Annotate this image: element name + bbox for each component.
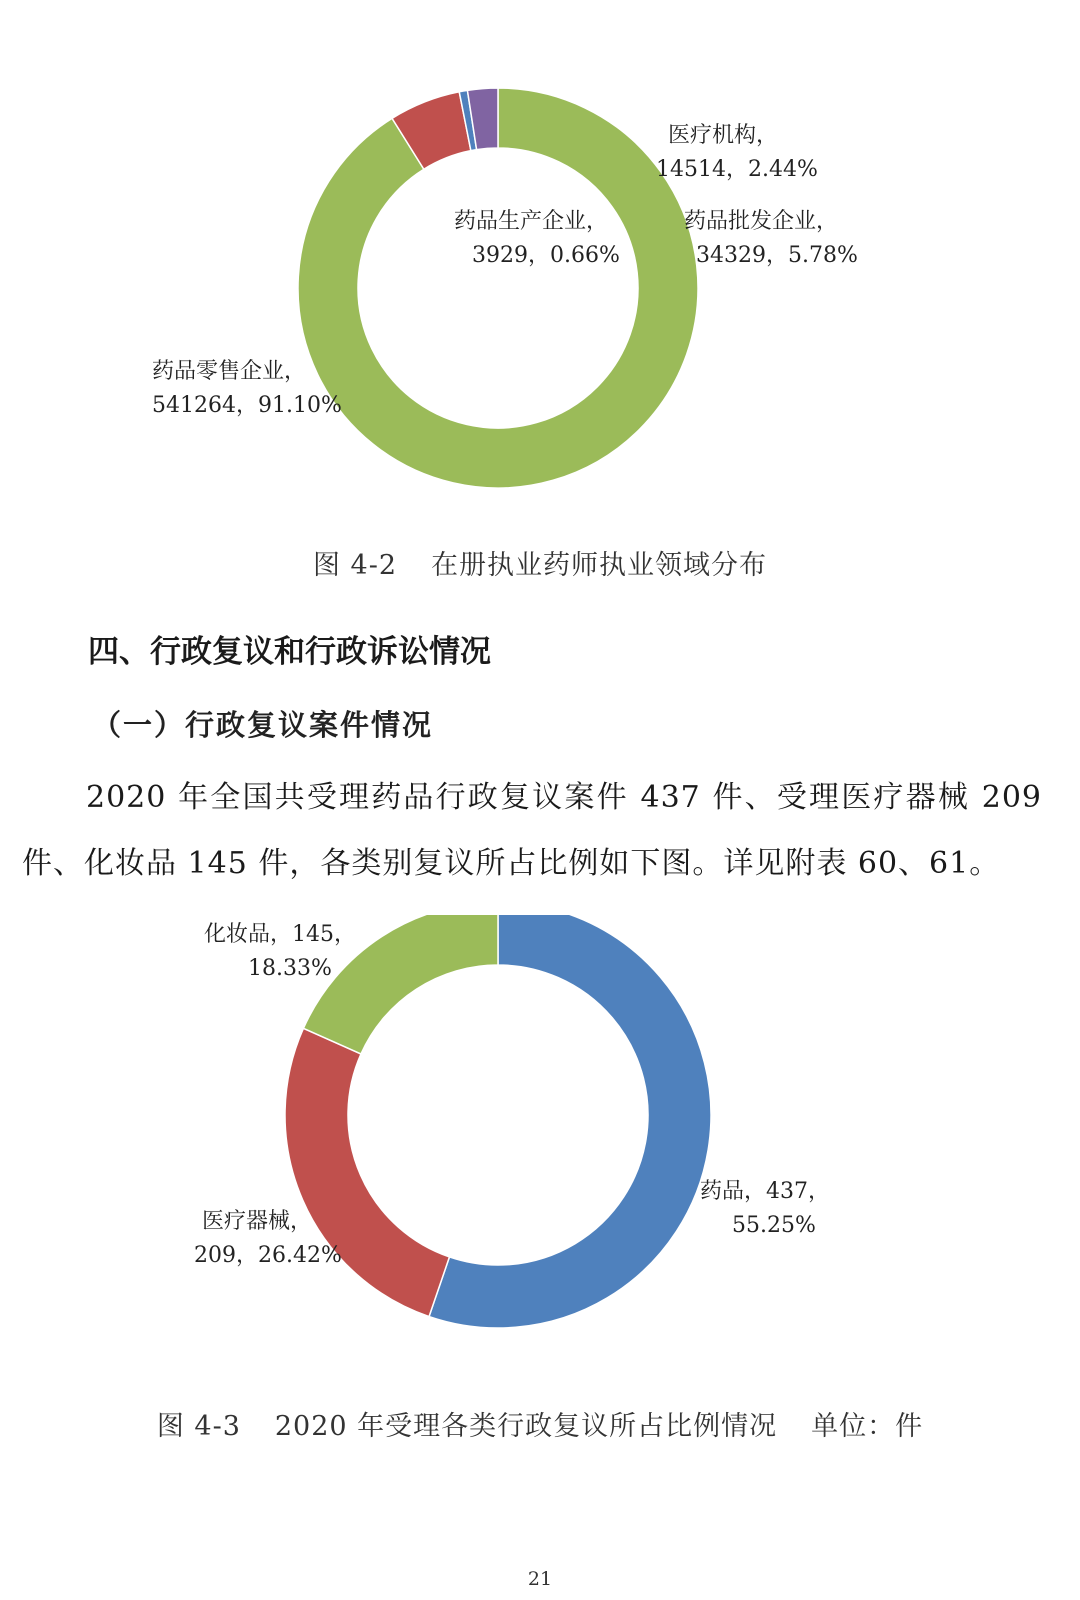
figure-caption-4-3 bbox=[0, 1404, 1080, 1443]
subsection-heading: （一）行政复议案件情况 bbox=[92, 708, 434, 742]
slice-label-1: 药品零售企业， 541264，91.10% bbox=[152, 359, 342, 418]
slice-label-1: 药品，437， 55.25% bbox=[700, 1179, 830, 1238]
section-heading: 四、行政复议和行政诉讼情况 bbox=[88, 634, 491, 670]
slice-label-2: 药品批发企业， 34329，5.78% bbox=[684, 209, 858, 268]
figure-number: 图 4-3 bbox=[156, 1411, 241, 1442]
slice-label-2: 医疗器械， 209，26.42% bbox=[194, 1209, 342, 1268]
figure-title: 2020 年受理各类行政复议所占比例情况 bbox=[274, 1411, 778, 1442]
figure-number: 图 4-2 bbox=[312, 550, 398, 581]
donut-chart-review-cases bbox=[0, 915, 1080, 1375]
slice-label-3: 药品生产企业， 3929，0.66% bbox=[454, 209, 620, 268]
slice-label-3: 化妆品，145， 18.33% bbox=[204, 922, 356, 981]
page-number: 21 bbox=[527, 1568, 553, 1590]
donut-chart-practice-areas bbox=[0, 80, 1080, 520]
body-paragraph: 2020 年全国共受理药品行政复议案件 437 件、受理医疗器械 209 件、化妆品 145 件，各类别复议所占比例如下图。详见附表 60、61。 bbox=[22, 780, 1042, 881]
slice-2 bbox=[285, 1028, 449, 1316]
unit-label: 单位：件 bbox=[811, 1411, 924, 1442]
slice-label-4: 医疗机构， 14514，2.44% bbox=[656, 123, 818, 182]
figure-caption-4-2 bbox=[0, 543, 1080, 582]
slice-1 bbox=[429, 915, 711, 1328]
figure-title: 在册执业药师执业领域分布 bbox=[431, 550, 768, 581]
